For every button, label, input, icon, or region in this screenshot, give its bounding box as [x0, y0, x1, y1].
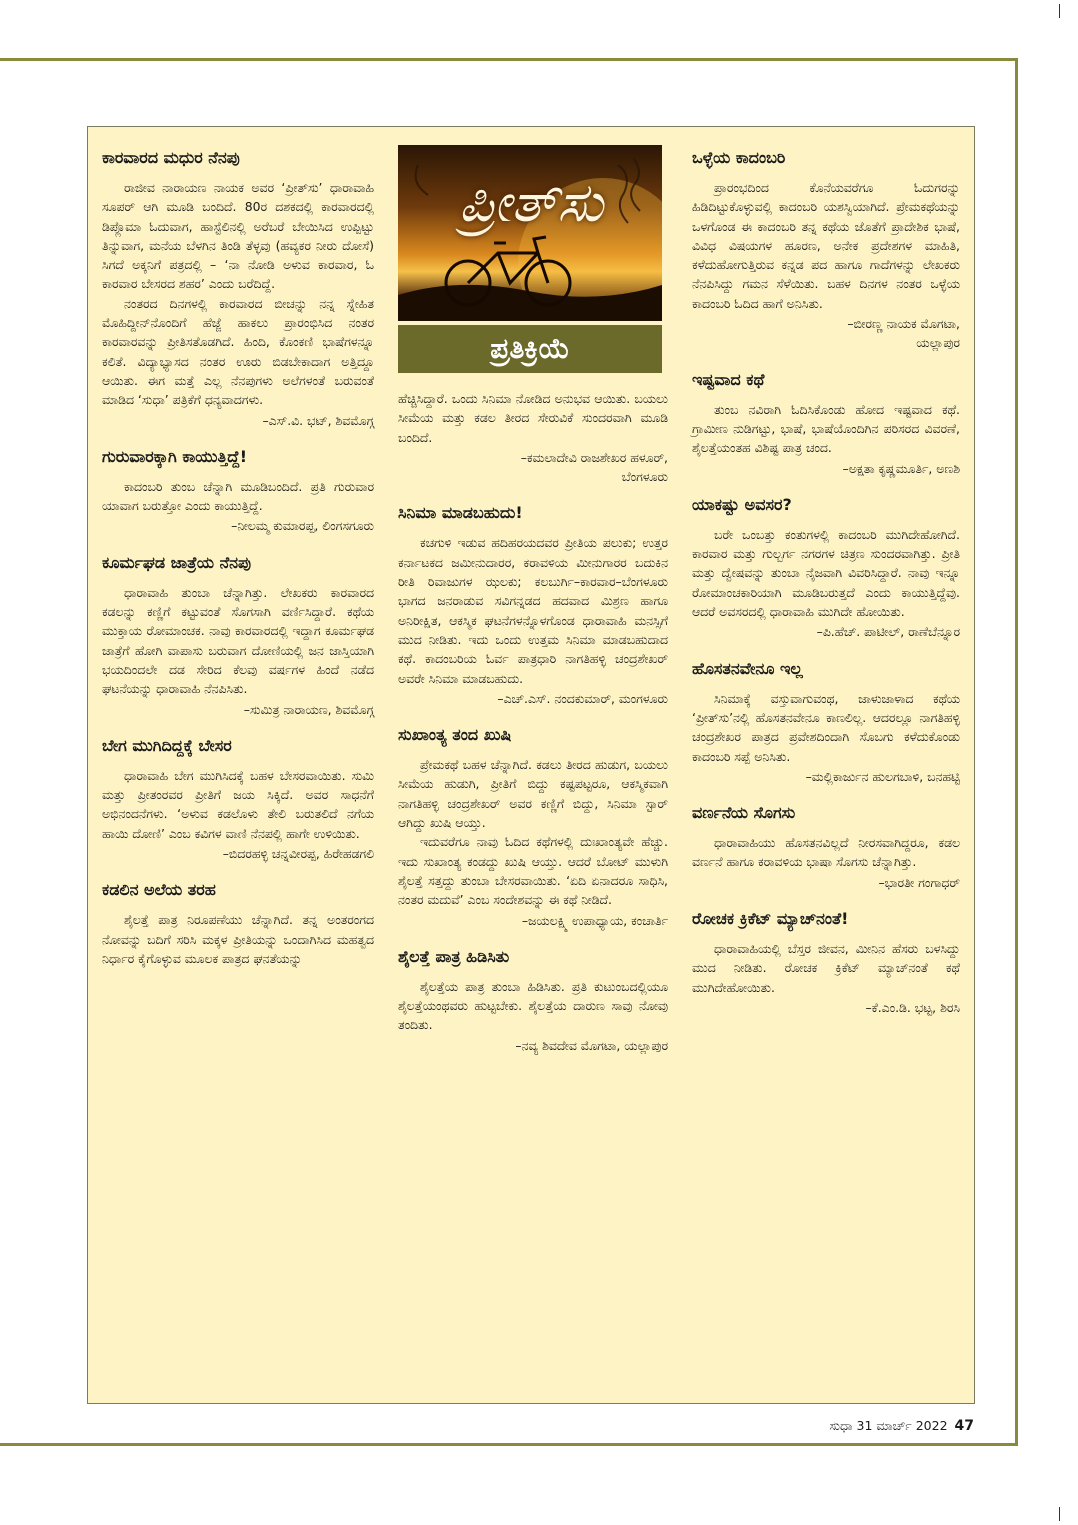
letter-body: ನಂತರದ ದಿನಗಳಲ್ಲಿ ಕಾರವಾರದ ಬೀಚನ್ನು ನನ್ನ ಸ್ನೇಹಿತ ಮೊಹಿದ್ದೀನ್‌ನೊಂದಿಗೆ ಹೆಜ್ಜೆ ಹಾಕಲು ಪ್ರಾರಂಭಿಸಿದ ನಂತರ ಕಾರವಾರವನ್ನು ಪ್ರೀತಿಸತೊಡಗಿದೆ. ಹಿಂದಿ, ಕೊಂಕಣಿ ಭಾಷೆಗಳನ್ನೂ ಕಲಿತೆ. ವಿದ್ಯಾಭ್ಯಾಸದ ನಂತರ ಊರು ಬಿಡಬೇಕಾದಾಗ ಅತ್ತಿದ್ದೂ ಆಯಿತು. ಈಗ ಮತ್ತೆ ಎಲ್ಲ ನೆನಪುಗಳು ಅಲೆಗಳಂತೆ ಬರುವಂತೆ ಮಾಡಿದ ‘ಸುಧಾ’ ಪತ್ರಿಕೆಗೆ ಧನ್ಯವಾದಗಳು.	[102, 295, 374, 408]
letter-signature: –ಪಿ.ಹೆಚ್. ಪಾಟೀಲ್, ರಾಣೆಬೆನ್ನೂರ	[816, 624, 960, 640]
letter-body: ಧಾರಾವಾಹಿಯಲ್ಲಿ ಬೆಸ್ತರ ಜೀವನ, ಮೀನಿನ ಹೆಸರು ಬಳಸಿದ್ದು ಮುದ ನೀಡಿತು. ರೋಚಕ ಕ್ರಿಕೆಟ್ ಮ್ಯಾಚ್‌ನಂತೆ ಕಥೆ ಮುಗಿದೇಹೋಯಿತು.	[692, 941, 960, 995]
letter-title: ವರ್ಣನೆಯ ಸೊಗಸು	[692, 803, 796, 823]
letter-body: ಕಚಗುಳಿ ಇಡುವ ಹದಿಹರಯದವರ ಪ್ರೀತಿಯ ಪಲುಕು; ಉತ್ತರ ಕರ್ನಾಟಕದ ಜಮೀನುದಾರರ, ಕರಾವಳಿಯ ಮೀನುಗಾರರ ಬದುಕಿನ ರೀತಿ ರಿವಾಜುಗಳ ಝಲಕು; ಕಲಬುರ್ಗಿ–ಕಾರವಾರ–ಬೆಂಗಳೂರು ಭಾಗದ ಜನರಾಡುವ ಸವಿಗನ್ನಡದ ಹದವಾದ ಮಿಶ್ರಣ ಹಾಗೂ ಅನಿರೀಕ್ಷಿತ, ಆಕಸ್ಮಿಕ ಘಟನೆಗಳನ್ನೊಳಗೊಂಡ ಧಾರಾವಾಹಿ ಮನಸ್ಸಿಗೆ ಮುದ ನೀಡಿತು. ಇದು ಒಂದು ಉತ್ತಮ ಸಿನಿಮಾ ಮಾಡಬಹುದಾದ ಕಥೆ. ಕಾದಂಬರಿಯ ಓರ್ವ ಪಾತ್ರಧಾರಿ ನಾಗತಿಹಳ್ಳಿ ಚಂದ್ರಶೇಖರ್ ಅವರೇ ಸಿನಿಮಾ ಮಾಡಬಹುದು.	[398, 535, 668, 686]
letter-signature: –ನವ್ಯ ಶಿವದೇವ ಮೊಗಟಾ, ಯಲ್ಲಾಪುರ	[515, 1037, 668, 1053]
letter-body: ಹೆಚ್ಚಿಸಿದ್ದಾರೆ. ಒಂದು ಸಿನಿಮಾ ನೋಡಿದ ಅನುಭವ ಆಯಿತು. ಬಯಲು ಸೀಮೆಯ ಮತ್ತು ಕಡಲ ತೀರದ ಸೇರುವಿಕೆ ಸುಂದರವಾಗಿ ಮೂಡಿ ಬಂದಿದೆ.	[398, 391, 668, 445]
letter-title: ಒಳ್ಳೆಯ ಕಾದಂಬರಿ	[692, 148, 786, 167]
script-title: ಪ್ರೀತ್‌ಸು	[458, 171, 604, 234]
letter-body: ಬರೇ ಒಂಬತ್ತು ಕಂತುಗಳಲ್ಲಿ ಕಾದಂಬರಿ ಮುಗಿದೇಹೋಗಿದೆ. ಕಾರವಾರ ಮತ್ತು ಗುಲ್ಬರ್ಗ ನಗರಗಳ ಚಿತ್ರಣ ಸುಂದರವಾಗಿತ್ತು. ಪ್ರೀತಿ ಮತ್ತು ದ್ವೇಷವನ್ನು ತುಂಬಾ ನೈಜವಾಗಿ ವಿವರಿಸಿದ್ದಾರೆ. ನಾವು ಇನ್ನೂ ರೋಮಾಂಚಕಾರಿಯಾಗಿ ಮೂಡಿಬರುತ್ತದೆ ಎಂದು ಕಾಯುತ್ತಿದ್ದೆವು. ಆದರೆ ಅವಸರದಲ್ಲಿ ಧಾರಾವಾಹಿ ಮುಗಿದೇ ಹೋಯಿತು.	[692, 526, 960, 620]
letter-body: ಸಿನಿಮಾಕ್ಕೆ ವಸ್ತುವಾಗುವಂಥ, ಜಾಳುಜಾಳಾದ ಕಥೆಯ ‘ಪ್ರೀತ್‌ಸು’ನಲ್ಲಿ ಹೊಸತನವೇನೂ ಕಾಣಲಿಲ್ಲ. ಆದರಲ್ಲೂ ನಾಗತಿಹಳ್ಳಿ ಚಂದ್ರಶೇಖರ ಪಾತ್ರದ ಪ್ರವೇಶದಿಂದಾಗಿ ಸೊಬಗು ಕಳೆದುಕೊಂಡು ಕಾದಂಬರಿ ಸಪ್ಪೆ ಅನಿಸಿತು.	[692, 690, 960, 764]
letter-body: ಶೈಲತ್ತೆ ಪಾತ್ರ ನಿರೂಪಣೆಯು ಚೆನ್ನಾಗಿದೆ. ತನ್ನ ಅಂತರಂಗದ ನೋವನ್ನು ಬದಿಗೆ ಸರಿಸಿ ಮಕ್ಕಳ ಪ್ರೀತಿಯನ್ನು ಒಂದಾಗಿಸಿದ ಮಹತ್ವದ ನಿರ್ಧಾರ ಕೈಗೊಳ್ಳುವ ಮೂಲಕ ಪಾತ್ರದ ಘನತೆಯನ್ನು	[102, 912, 374, 966]
letter-title: ರೋಚಕ ಕ್ರಿಕೆಟ್ ಮ್ಯಾಚ್‌ನಂತೆ!	[692, 909, 849, 929]
letter-signature: –ಬೀರಣ್ಣ ನಾಯಕ ಮೊಗಟಾ, ಯಲ್ಲಾಪುರ	[847, 316, 960, 351]
letter-signature: –ಎಚ್‌.ಎಸ್‌. ನಂದಕುಮಾರ್, ಮಂಗಳೂರು	[497, 690, 668, 706]
page-number: 47	[954, 1418, 974, 1434]
crop-mark-top-right	[1059, 4, 1074, 18]
letter-title: ಶೈಲತ್ತೆ ಪಾತ್ರ ಹಿಡಿಸಿತು	[398, 946, 510, 966]
letter-signature: –ಕೆ.ಎಂ.ಡಿ. ಭಟ್ಟ, ಶಿರಸಿ	[865, 999, 960, 1015]
letter-title: ಕಡಲಿನ ಅಲೆಯ ತರಹ	[102, 880, 216, 900]
letter-signature: –ಕಮಲಾದೇವಿ ರಾಜಶೇಖರ ಹಳೂರ್, ಬೆಂಗಳೂರು	[520, 449, 668, 485]
letter-title: ಗುರುವಾರಕ್ಕಾಗಿ ಕಾಯುತ್ತಿದ್ದೆ!	[102, 446, 248, 466]
letter-signature: –ಅಕ್ಷತಾ ಕೃಷ್ಣಮೂರ್ತಿ, ಅಣಶಿ	[842, 460, 960, 476]
letter-signature: –ನೀಲಮ್ಮ ಕುಮಾರಪ್ಪ, ಲಿಂಗಸಗೂರು	[231, 518, 374, 534]
page-footer	[829, 1418, 974, 1434]
column-1	[102, 143, 374, 968]
letter-title: ಇಷ್ಟವಾದ ಕಥೆ	[692, 369, 765, 389]
letter-body: ಶೈಲತ್ತೆಯ ಪಾತ್ರ ತುಂಬಾ ಹಿಡಿಸಿತು. ಪ್ರತಿ ಕುಟುಂಬದಲ್ಲಿಯೂ ಶೈಲತ್ತೆಯಂಥವರು ಹುಟ್ಟಬೇಕು. ಶೈಲತ್ತೆಯ ದಾರುಣ ಸಾವು ನೋವು ತಂದಿತು.	[398, 978, 668, 1033]
letter-body: ಧಾರಾವಾಹಿಯು ಹೊಸತನವಿಲ್ಲದೆ ನೀರಸವಾಗಿದ್ದರೂ, ಕಡಲ ವರ್ಣನೆ ಹಾಗೂ ಕರಾವಳಿಯ ಭಾಷಾ ಸೊಗಸು ಚೆನ್ನಾಗಿತ್ತು.	[692, 835, 960, 870]
letter-signature: –ಭಾರತೀ ಗಂಗಾಧರ್	[878, 874, 960, 890]
letter-body: ಕಾದಂಬರಿ ತುಂಬ ಚೆನ್ನಾಗಿ ಮೂಡಿಬಂದಿದೆ. ಪ್ರತಿ ಗುರುವಾರ ಯಾವಾಗ ಬರುತ್ತೋ ಎಂದು ಕಾಯುತ್ತಿದ್ದೆ.	[102, 478, 374, 514]
letter-title: ಕಾರವಾರದ ಮಧುರ ನೆನಪು	[102, 148, 240, 167]
letters-panel	[87, 126, 975, 1404]
crop-mark-bottom-right	[1059, 1507, 1074, 1521]
column-3	[692, 143, 960, 1033]
letter-title: ಸುಖಾಂತ್ಯ ತಂದ ಖುಷಿ	[398, 725, 512, 745]
letter-body: ಪ್ರೇಮಕಥೆ ಬಹಳ ಚೆನ್ನಾಗಿದೆ. ಕಡಲು ತೀರದ ಹುಡುಗ, ಬಯಲು ಸೀಮೆಯ ಹುಡುಗಿ, ಪ್ರೀತಿಗೆ ಬಿದ್ದು ಕಷ್ಟಪಟ್ಟರೂ, ಆಕಸ್ಮಿಕವಾಗಿ ನಾಗತಿಹಳ್ಳಿ ಚಂದ್ರಶೇಖರ್ ಅವರ ಕಣ್ಣಿಗೆ ಬಿದ್ದು, ಸಿನಿಮಾ ಸ್ಟಾರ್ ಆಗಿದ್ದು ಖುಷಿ ಆಯ್ತು.	[398, 757, 668, 831]
sunset-bicycle-image	[398, 145, 662, 321]
letter-title: ಕೂರ್ಮಘಡ ಜಾತ್ರೆಯ ನೆನಪು	[102, 552, 252, 572]
column-2	[398, 389, 668, 1071]
hero-illustration	[398, 145, 662, 375]
letter-body: ಧಾರಾವಾಹಿ ಬೇಗ ಮುಗಿಸಿದಕ್ಕೆ ಬಹಳ ಬೇಸರವಾಯಿತು. ಸುಮಿ ಮತ್ತು ಪ್ರೀತಂರವರ ಪ್ರೀತಿಗೆ ಜಯ ಸಿಕ್ಕಿದೆ. ಅವರ ಸಾಧನೆಗೆ ಅಭಿನಂದನೆಗಳು. ‘ಅಳುವ ಕಡಲೊಳು ತೇಲಿ ಬರುತಲಿದೆ ನಗೆಯ ಹಾಯಿ ದೋಣಿ’ ಎಂಬ ಕವಿಗಳ ವಾಣಿ ನೆನಪಲ್ಲಿ ಹಾಗೇ ಉಳಿಯಿತು.	[102, 767, 374, 841]
letter-body: ಪ್ರಾರಂಭದಿಂದ ಕೊನೆಯವರೆಗೂ ಓದುಗರನ್ನು ಹಿಡಿದಿಟ್ಟುಕೊಳ್ಳುವಲ್ಲಿ ಕಾದಂಬರಿ ಯಶಸ್ವಿಯಾಗಿದೆ. ಪ್ರೇಮಕಥೆಯನ್ನು ಒಳಗೊಂಡ ಈ ಕಾದಂಬರಿ ತನ್ನ ಕಥೆಯ ಜೊತೆಗೆ ಪ್ರಾದೇಶಿಕ ಭಾಷೆ, ವಿವಿಧ ವಿಷಯಗಳ ಹೂರಣ, ಅನೇಕ ಪ್ರದೇಶಗಳ ಮಾಹಿತಿ, ಕಳೆದುಹೋಗುತ್ತಿರುವ ಕನ್ನಡ ಪದ ಹಾಗೂ ಗಾದೆಗಳನ್ನು ಲೇಖಕರು ನೆನಪಿಸಿದ್ದು ಗಮನ ಸೆಳೆಯಿತು. ಬಹಳ ದಿನಗಳ ನಂತರ ಒಳ್ಳೆಯ ಕಾದಂಬರಿ ಓದಿದ ಹಾಗೆ ಅನಿಸಿತು.	[692, 180, 960, 311]
letter-signature: –ಎಸ್‌.ವಿ. ಭಟ್, ಶಿವಮೊಗ್ಗ	[262, 412, 374, 428]
letter-body: ಧಾರಾವಾಹಿ ತುಂಬಾ ಚೆನ್ನಾಗಿತ್ತು. ಲೇಖಕರು ಕಾರವಾರದ ಕಡಲನ್ನು ಕಣ್ಣಿಗೆ ಕಟ್ಟುವಂತೆ ಸೊಗಸಾಗಿ ವರ್ಣಿಸಿದ್ದಾರೆ. ಕಥೆಯ ಮುಕ್ತಾಯ ರೋಮಾಂಚಕ. ನಾವು ಕಾರವಾರದಲ್ಲಿ ಇದ್ದಾಗ ಕೂರ್ಮಘಡ ಜಾತ್ರೆಗೆ ಹೋಗಿ ವಾಪಾಸು ಬರುವಾಗ ದೋಣಿಯಲ್ಲಿ ಜನ ಜಾಸ್ತಿಯಾಗಿ ಭಯದಿಂದಲೇ ದಡ ಸೇರಿದ ಕೆಲವು ವರ್ಷಗಳ ಹಿಂದೆ ನಡೆದ ಘಟನೆಯನ್ನು ಧಾರಾವಾಹಿ ನೆನಪಿಸಿತು.	[102, 584, 374, 697]
letter-title: ಸಿನಿಮಾ ಮಾಡಬಹುದು!	[398, 503, 523, 523]
letter-title: ಬೇಗ ಮುಗಿದಿದ್ದಕ್ಕೆ ಬೇಸರ	[102, 735, 232, 755]
section-banner: ಪ್ರತಿಕ್ರಿಯೆ	[398, 325, 662, 373]
letter-title: ಹೊಸತನವೇನೂ ಇಲ್ಲ	[692, 658, 803, 678]
issue-date: 31 ಮಾರ್ಚ್ 2022	[856, 1418, 948, 1433]
letter-signature: –ಜಯಲಕ್ಷ್ಮಿ ಉಪಾಧ್ಯಾಯ, ಕಂಚಾರ್ತಿ	[521, 912, 668, 928]
magazine-name: ಸುಧಾ	[829, 1418, 853, 1433]
letter-signature: –ಸುಮಿತ್ರ ನಾರಾಯಣ, ಶಿವಮೊಗ್ಗ	[243, 701, 374, 717]
letter-body: ಇದುವರೆಗೂ ನಾವು ಓದಿದ ಕಥೆಗಳಲ್ಲಿ ದುಃಖಾಂತ್ಯವೇ ಹೆಚ್ಚು. ಇದು ಸುಖಾಂತ್ಯ ಕಂಡದ್ದು ಖುಷಿ ಆಯ್ತು. ಆದರೆ ಬೋಟ್ ಮುಳುಗಿ ಶೈಲತ್ತೆ ಸತ್ತದ್ದು ತುಂಬಾ ಬೇಸರವಾಯಿತು. ‘ಏದಿ ಏನಾದರೂ ಸಾಧಿಸಿ, ನಂತರ ಮದುವೆ’ ಎಂಬ ಸಂದೇಶವನ್ನು ಈ ಕಥೆ ನೀಡಿದೆ.	[398, 834, 668, 908]
letter-signature: –ಬಿದರಹಳ್ಳಿ ಚನ್ನವೀರಪ್ಪ, ಹಿರೇಹಡಗಲಿ	[222, 846, 374, 862]
letter-body: ತುಂಬ ನವಿರಾಗಿ ಓದಿಸಿಕೊಂಡು ಹೋದ ಇಷ್ಟವಾದ ಕಥೆ. ಗ್ರಾಮೀಣ ನುಡಿಗಟ್ಟು, ಭಾಷೆ, ಭಾಷೆಯೊಂದಿಗಿನ ಪರಿಸರದ ವಿವರಣೆ, ಶೈಲತ್ತೆಯಂತಹ ವಿಶಿಷ್ಟ ಪಾತ್ರ ಚಂದ.	[692, 401, 960, 456]
letter-title: ಯಾಕಷ್ಟು ಅವಸರ?	[692, 494, 792, 514]
letter-signature: –ಮಲ್ಲಿಕಾರ್ಜುನ ಹುಲಗಬಾಳಿ, ಬನಹಟ್ಟಿ	[805, 768, 960, 784]
letter-body: ರಾಜೀವ ನಾರಾಯಣ ನಾಯಕ ಅವರ ‘ಪ್ರೀತ್‌ಸು’ ಧಾರಾವಾಹಿ ಸೂಪರ್ ಆಗಿ ಮೂಡಿ ಬಂದಿದೆ. 80ರ ದಶಕದಲ್ಲಿ ಕಾರವಾರದಲ್ಲಿ ಡಿಪ್ಲೊಮಾ ಓದುವಾಗ, ಹಾಸ್ಟೆಲಿನಲ್ಲಿ ಅರೆಬರೆ ಬೇಯಿಸಿದ ಉಪ್ಪಿಟ್ಟು ತಿನ್ನುವಾಗ, ಮನೆಯ ಬೆಳಗಿನ ತಿಂಡಿ ತೆಳ್ಳವು (ಹವ್ಯಕರ ನೀರು ದೋಸೆ) ಸಿಗದೆ ಅಕ್ಕನಿಗೆ ಪತ್ರದಲ್ಲಿ – ‘ನಾ ನೋಡಿ ಅಳುವ ಕಾರವಾರ, ಓ ಕಾರವಾರ ಬೇಸರದ ಶಹರ’ ಎಂದು ಬರೆದಿದ್ದೆ.	[102, 180, 374, 292]
